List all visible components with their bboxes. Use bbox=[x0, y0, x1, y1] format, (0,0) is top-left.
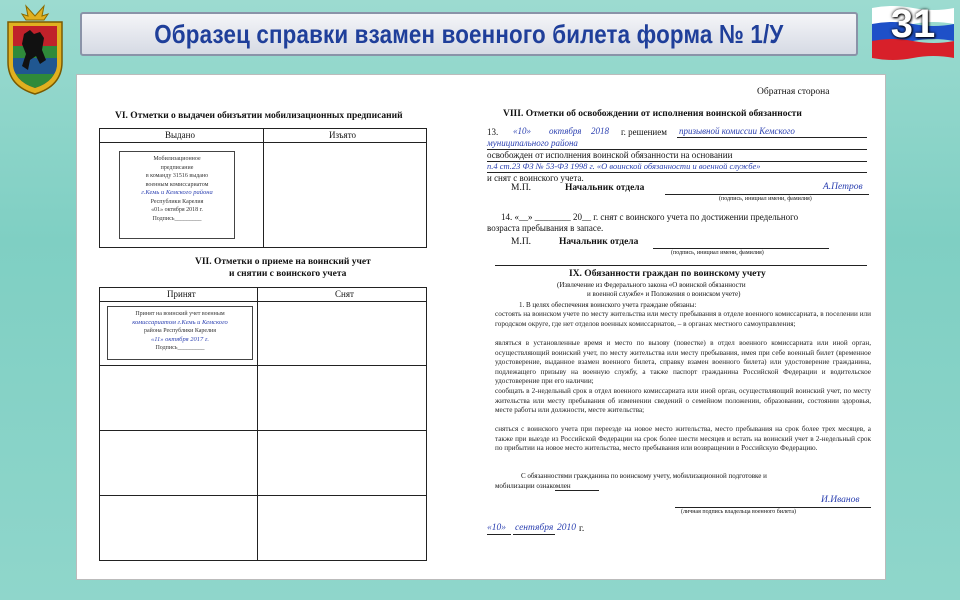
mp-stamp-2: М.П. bbox=[511, 237, 532, 247]
date-year: 2010 bbox=[557, 523, 576, 533]
line13-handwriting-2: муниципального района bbox=[487, 138, 578, 148]
section9-sub-1: (Извлечение из Федерального закона «О воинской обязанности bbox=[557, 281, 746, 289]
line14b: возраста пребывания в запасе. bbox=[487, 223, 604, 233]
stamp-line: Республики Карелия bbox=[150, 198, 204, 205]
col-removed: Снят bbox=[335, 289, 354, 299]
title-banner bbox=[80, 12, 858, 56]
owner-signature: И.Иванов bbox=[821, 495, 860, 505]
line14: 14. «__» ________ 20__ г. снят с воинского учета по достижении предельного bbox=[501, 212, 799, 222]
duty-2: являться в установленные время и место по вызову (повестке) в отдел военного комиссариата или иной орган, осуществляющий воинский учет, по месту жительства или месту пребывания, имея при себе военный билет (временное удостоверение, выданное взамен военного билета, справку взамен военного билета) или удостоверение гражданина, подлежащего призыву на военную службу, а также паспорт гражданина Российской Федерации и водительское удостоверение при его наличии; bbox=[495, 339, 871, 386]
stamp-line: Подпись_________ bbox=[152, 215, 202, 222]
col-issued: Выдано bbox=[165, 130, 195, 140]
line13-num: 13. bbox=[487, 127, 499, 137]
line13-handwriting: призывной комиссии Кемского bbox=[679, 126, 795, 136]
duty-3: сообщать в 2-недельный срок в отдел военного комиссариата или иной орган, осуществляющий воинский учет, по месту жительства или месту пребывания об изменении сведений о семейном положении, образовании, состоянии здоровья, месте работы или должности, месте жительства; bbox=[495, 387, 871, 415]
stamp-line: военным комиссариатом bbox=[145, 181, 209, 188]
date-day: «10» bbox=[487, 523, 506, 533]
stamp-line: предписание bbox=[160, 164, 194, 171]
stamp-registration bbox=[107, 306, 253, 360]
karelia-coat-of-arms-icon bbox=[4, 4, 66, 96]
line13-month: октября bbox=[549, 126, 582, 136]
certificate-sheet bbox=[76, 74, 886, 580]
release-basis: п.4 ст.23 ФЗ № 53-ФЗ 1998 г. «О воинской обязанности и военной службе» bbox=[487, 161, 761, 171]
line13-year: 2018 bbox=[591, 126, 609, 136]
stamp-line: Подпись_________ bbox=[155, 345, 205, 351]
slide-number: 31 bbox=[890, 2, 936, 46]
mp-stamp-1: М.П. bbox=[511, 183, 532, 193]
section6-title: VI. Отметки о выдачеи обизъятии мобилизационных предписаний bbox=[115, 111, 403, 121]
line13-text: г. решением bbox=[621, 127, 667, 137]
date-suffix: г. bbox=[579, 524, 585, 534]
removed-line: и снят с воинского учета. bbox=[487, 173, 584, 183]
section7-title-1: VII. Отметки о приеме на воинский учет bbox=[195, 257, 371, 267]
acquainted-line-2: мобилизации ознакомлен bbox=[495, 482, 571, 490]
owner-caption: (личная подпись владельца военного билета) bbox=[681, 509, 797, 515]
section9-sub-2: и военной службе» и Положения о воинском учете) bbox=[587, 290, 741, 298]
stamp-line: г.Кемь и Кемского района bbox=[141, 189, 213, 196]
col-withdrawn: Изъято bbox=[329, 130, 357, 140]
stamp-line: «01» октября 2018 г. bbox=[151, 207, 203, 213]
section7-title-2: и снятии с воинского учета bbox=[229, 269, 347, 279]
col-accepted: Принят bbox=[167, 289, 196, 299]
stamp-line: Принят на воинский учет военным bbox=[135, 311, 225, 317]
date-month: сентября bbox=[515, 523, 554, 533]
section8-title: VIII. Отметки об освобождении от исполнения воинской обязанности bbox=[503, 109, 802, 119]
caption-1: (подпись, инициал имени, фамилия) bbox=[719, 196, 812, 202]
page-title: Образец справки взамен военного билета форма № 1/У bbox=[154, 18, 784, 49]
duty-1: состоять на воинском учете по месту жительства или месту пребывания в отделе военного комиссариата, в поселении или городском округе, где нет отделов военных комиссариатов, – в органах местного самоуправления; bbox=[495, 310, 871, 328]
stamp-line: района Республики Карелия bbox=[143, 328, 217, 334]
caption-2: (подпись, инициал имени, фамилия) bbox=[671, 250, 764, 256]
reverse-side-label: Обратная сторона bbox=[757, 87, 830, 97]
stamp-mobilization bbox=[119, 151, 235, 239]
section9-title: IX. Обязанности граждан по воинскому учету bbox=[569, 269, 766, 279]
chief-label-2: Начальник отдела bbox=[559, 237, 639, 247]
line13-day: «10» bbox=[513, 126, 531, 136]
stamp-line: «11» октября 2017 г. bbox=[151, 335, 209, 343]
chief-label-1: Начальник отдела bbox=[565, 183, 645, 193]
chief-signature-1: А.Петров bbox=[823, 182, 863, 192]
stamp-line: комиссариатом г.Кемь и Кемского bbox=[132, 318, 228, 326]
duties-intro: 1. В целях обеспечения воинского учета граждане обязаны: bbox=[519, 301, 697, 309]
release-line: освобожден от исполнения воинской обязанности на основании bbox=[487, 150, 733, 160]
stamp-line: в команду 31516 выдано bbox=[145, 173, 209, 179]
duty-4: сняться с воинского учета при переезде на новое место жительства, место пребывания на срок более трех месяцев, а также при выезде из Российской Федерации на срок более шести месяцев и встать на воинский учет в 2-недельный срок по прибытии на новое место жительства, место пребывания или возвращении в Российскую Федерацию. bbox=[495, 425, 871, 453]
stamp-line: Мобилизационное bbox=[153, 156, 201, 162]
acquainted-line: С обязанностями гражданина по воинскому учету, мобилизационной подготовке и bbox=[521, 472, 767, 480]
